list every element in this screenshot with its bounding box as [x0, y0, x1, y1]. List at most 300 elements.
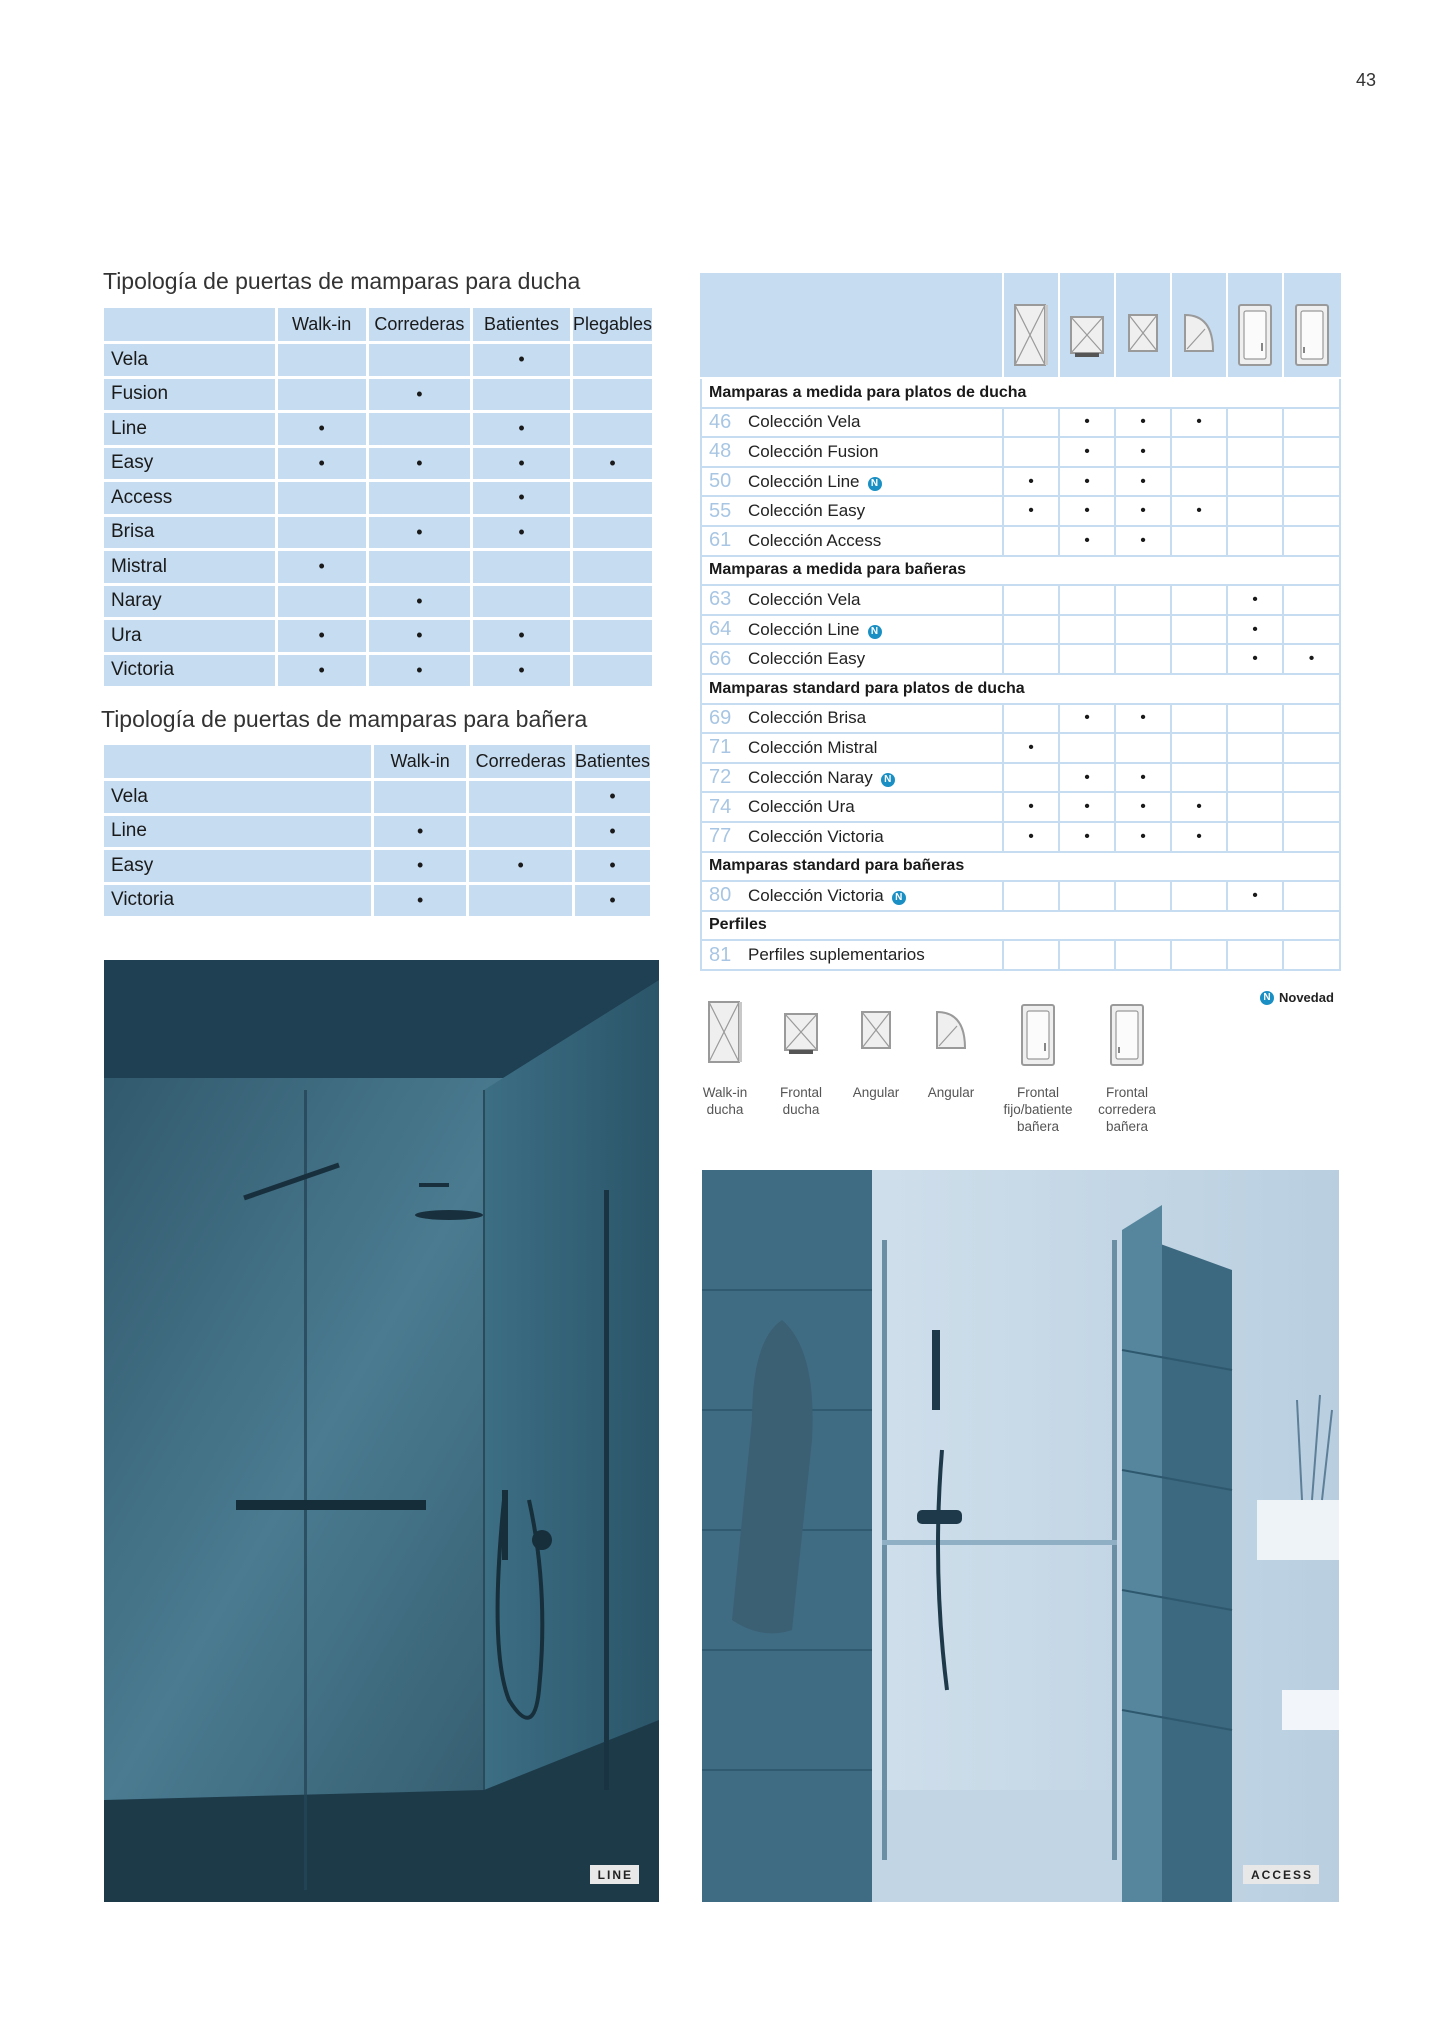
catalog-cell: •	[1059, 467, 1115, 497]
catalog-cell	[1227, 704, 1283, 734]
catalog-cell	[1171, 467, 1227, 497]
catalog-cell	[1171, 940, 1227, 970]
catalog-cell	[1115, 733, 1171, 763]
banera-cell: •	[573, 883, 650, 918]
catalog-section-row	[701, 674, 1340, 704]
catalog-section-row	[701, 911, 1340, 941]
catalog-cell	[1115, 940, 1171, 970]
banera-cell: •	[573, 814, 650, 849]
legend-label-line: Frontal	[779, 1085, 823, 1100]
catalog-collection-name	[748, 644, 1003, 674]
catalog-collection-name	[748, 881, 1003, 911]
catalog-cell	[1227, 496, 1283, 526]
catalog-cell	[1115, 881, 1171, 911]
banera-row-name: Vela	[104, 780, 372, 815]
catalog-cell: •	[1059, 822, 1115, 852]
angular-icon	[836, 1000, 916, 1072]
photo-tag-line: LINE	[590, 1865, 639, 1884]
legend-label	[836, 1084, 916, 1101]
catalog-cell	[1115, 585, 1171, 615]
catalog-cell: •	[1115, 763, 1171, 793]
table-row	[104, 343, 652, 378]
ducha-cell: •	[367, 446, 471, 481]
collection-label: Perfiles suplementarios	[748, 945, 925, 965]
catalog-section-title: Mamparas a medida para bañeras	[701, 556, 1340, 586]
ducha-row-name: Vela	[104, 343, 276, 378]
table-row	[104, 780, 650, 815]
banera-header-1: Walk-in	[372, 745, 468, 780]
ducha-row-name: Mistral	[104, 550, 276, 585]
catalog-page-number: 50	[701, 467, 748, 497]
ducha-cell	[571, 515, 652, 550]
ducha-cell	[367, 412, 471, 447]
catalog-cell	[1003, 615, 1059, 645]
catalog-cell: •	[1115, 437, 1171, 467]
ducha-cell	[276, 481, 367, 516]
new-badge-icon: N	[881, 773, 895, 787]
catalog-collection-name	[748, 496, 1003, 526]
photo-tag-access: ACCESS	[1243, 1865, 1319, 1884]
ducha-cell: •	[472, 412, 572, 447]
new-badge-icon: N	[1260, 991, 1274, 1005]
ducha-row-name: Easy	[104, 446, 276, 481]
ducha-cell	[472, 584, 572, 619]
ducha-cell	[571, 481, 652, 516]
legend-label	[685, 1084, 765, 1118]
catalog-cell: •	[1115, 467, 1171, 497]
ducha-cell: •	[367, 377, 471, 412]
table-row	[104, 515, 652, 550]
collection-label: Colección Vela	[748, 412, 861, 432]
catalog-cell	[1171, 526, 1227, 556]
legend-label-line: fijo/batiente	[1003, 1102, 1073, 1117]
ducha-header-3: Batientes	[472, 308, 572, 343]
catalog-cell	[1283, 585, 1340, 615]
banera-cell: •	[372, 883, 468, 918]
catalog-cell	[1171, 733, 1227, 763]
catalog-collection-name	[748, 763, 1003, 793]
table-row	[701, 437, 1340, 467]
ducha-cell: •	[571, 446, 652, 481]
catalog-section-row	[701, 852, 1340, 882]
ducha-cell: •	[367, 619, 471, 654]
frontal-ducha-icon	[1067, 303, 1107, 372]
catalog-page-number: 71	[701, 733, 748, 763]
catalog-collection-name	[748, 792, 1003, 822]
ducha-cell	[276, 343, 367, 378]
banera-cell	[468, 883, 574, 918]
table-row	[104, 653, 652, 688]
catalog-cell: •	[1115, 822, 1171, 852]
catalog-collection-name	[748, 467, 1003, 497]
catalog-cell	[1059, 644, 1115, 674]
legend-item	[911, 1000, 991, 1101]
catalog-cell: •	[1059, 763, 1115, 793]
catalog-page-number: 72	[701, 763, 748, 793]
collection-label: Colección Victoria	[748, 885, 884, 905]
ducha-row-name: Fusion	[104, 377, 276, 412]
table-row	[104, 584, 652, 619]
frontal-fijo-batiente-banera-icon	[1235, 303, 1275, 372]
catalog-cell	[1115, 615, 1171, 645]
legend-item	[685, 1000, 765, 1118]
banera-header-0	[104, 745, 372, 780]
ducha-cell: •	[472, 446, 572, 481]
catalog-section-title: Mamparas standard para platos de ducha	[701, 674, 1340, 704]
catalog-cell: •	[1059, 408, 1115, 438]
legend-label-line: ducha	[782, 1102, 820, 1117]
catalog-page-number: 61	[701, 526, 748, 556]
catalog-header-icon-cell	[1059, 274, 1115, 378]
legend-item	[998, 1000, 1078, 1135]
ducha-header-2: Correderas	[367, 308, 471, 343]
catalog-cell	[1003, 881, 1059, 911]
ducha-cell	[571, 550, 652, 585]
collection-label: Colección Victoria	[748, 826, 884, 846]
ducha-cell: •	[472, 515, 572, 550]
catalog-page-number: 77	[701, 822, 748, 852]
ducha-row-name: Victoria	[104, 653, 276, 688]
table-row	[701, 733, 1340, 763]
collection-label: Colección Access	[748, 530, 882, 550]
frontal-fijo-batiente-banera-icon	[998, 1000, 1078, 1072]
catalog-cell	[1283, 733, 1340, 763]
catalog-cell: •	[1059, 526, 1115, 556]
legend-item	[761, 1000, 841, 1118]
legend-item	[836, 1000, 916, 1101]
ducha-header-1: Walk-in	[276, 308, 367, 343]
novedad-label: Novedad	[1279, 990, 1334, 1005]
catalog-collection-name	[748, 408, 1003, 438]
catalog-cell	[1283, 615, 1340, 645]
catalog-cell: •	[1003, 822, 1059, 852]
ducha-cell: •	[367, 653, 471, 688]
ducha-cell	[367, 481, 471, 516]
collection-label: Colección Naray	[748, 767, 873, 787]
catalog-cell: •	[1115, 408, 1171, 438]
table-row	[701, 644, 1340, 674]
banera-cell: •	[468, 849, 574, 884]
ducha-row-name: Naray	[104, 584, 276, 619]
catalog-cell	[1171, 881, 1227, 911]
legend-label	[998, 1084, 1078, 1135]
collection-label: Colección Ura	[748, 797, 855, 817]
catalog-cell: •	[1003, 733, 1059, 763]
catalog-section-title: Mamparas standard para bañeras	[701, 852, 1340, 882]
catalog-section-title: Mamparas a medida para platos de ducha	[701, 378, 1340, 408]
collection-label: Colección Brisa	[748, 708, 867, 728]
catalog-cell	[1171, 615, 1227, 645]
catalog-cell	[1283, 940, 1340, 970]
ducha-row-name: Line	[104, 412, 276, 447]
legend-label-line: bañera	[1016, 1119, 1060, 1134]
banera-cell: •	[372, 849, 468, 884]
table-row	[104, 814, 650, 849]
novedad-legend	[1260, 990, 1334, 1005]
catalog-cell	[1115, 644, 1171, 674]
ducha-cell	[472, 550, 572, 585]
ducha-row-name: Ura	[104, 619, 276, 654]
catalog-cell	[1227, 792, 1283, 822]
catalog-section-row	[701, 556, 1340, 586]
legend-label-line: Angular	[927, 1085, 975, 1100]
catalog-page-number: 81	[701, 940, 748, 970]
table-row	[701, 792, 1340, 822]
banera-cell: •	[573, 849, 650, 884]
catalog-cell	[1059, 881, 1115, 911]
catalog-cell	[1003, 437, 1059, 467]
ducha-cell: •	[472, 619, 572, 654]
banera-cell	[468, 780, 574, 815]
banera-header-row	[104, 745, 650, 780]
catalog-cell	[1283, 467, 1340, 497]
ducha-cell	[276, 515, 367, 550]
collection-label: Colección Mistral	[748, 737, 878, 757]
catalog-cell: •	[1059, 496, 1115, 526]
catalog-cell	[1171, 704, 1227, 734]
ducha-cell: •	[276, 619, 367, 654]
catalog-section-row	[701, 378, 1340, 408]
catalog-page-number: 63	[701, 585, 748, 615]
catalog-cell: •	[1059, 437, 1115, 467]
ducha-cell	[571, 412, 652, 447]
catalog-cell	[1283, 881, 1340, 911]
catalog-cell: •	[1115, 704, 1171, 734]
ducha-row-name: Brisa	[104, 515, 276, 550]
table-row	[104, 550, 652, 585]
ducha-cell: •	[276, 550, 367, 585]
ducha-header-4: Plegables	[571, 308, 652, 343]
catalog-table	[700, 273, 1341, 971]
table-row	[701, 467, 1340, 497]
new-badge-icon: N	[868, 477, 882, 491]
banera-type-table	[104, 745, 650, 919]
ducha-cell: •	[276, 446, 367, 481]
catalog-cell: •	[1171, 792, 1227, 822]
ducha-cell	[571, 377, 652, 412]
table-row	[701, 526, 1340, 556]
catalog-cell	[1003, 408, 1059, 438]
catalog-cell: •	[1171, 496, 1227, 526]
collection-label: Colección Line	[748, 619, 860, 639]
walk-in-ducha-icon	[1011, 303, 1051, 372]
collection-label: Colección Vela	[748, 589, 861, 609]
catalog-header-row	[701, 274, 1340, 378]
catalog-cell: •	[1059, 704, 1115, 734]
catalog-cell	[1227, 822, 1283, 852]
catalog-collection-name	[748, 437, 1003, 467]
catalog-cell	[1227, 408, 1283, 438]
catalog-cell	[1171, 763, 1227, 793]
angular-round-icon	[911, 1000, 991, 1072]
catalog-cell	[1059, 585, 1115, 615]
legend-label	[1087, 1084, 1167, 1135]
catalog-cell	[1059, 615, 1115, 645]
ducha-type-table	[104, 308, 652, 689]
ducha-cell	[571, 653, 652, 688]
catalog-cell	[1227, 940, 1283, 970]
catalog-cell: •	[1115, 526, 1171, 556]
catalog-cell	[1003, 763, 1059, 793]
catalog-cell	[1059, 940, 1115, 970]
table-row	[104, 446, 652, 481]
ducha-header-0	[104, 308, 276, 343]
ducha-cell: •	[276, 653, 367, 688]
ducha-cell: •	[276, 412, 367, 447]
catalog-cell	[1059, 733, 1115, 763]
catalog-page-number: 66	[701, 644, 748, 674]
catalog-cell	[1283, 822, 1340, 852]
catalog-cell: •	[1171, 408, 1227, 438]
catalog-cell: •	[1227, 881, 1283, 911]
table-row	[701, 763, 1340, 793]
ducha-cell	[571, 584, 652, 619]
table-row	[701, 585, 1340, 615]
table-row	[104, 377, 652, 412]
table-row	[701, 615, 1340, 645]
ducha-cell: •	[472, 653, 572, 688]
banera-table-title: Tipología de puertas de mamparas para bañera	[101, 706, 588, 732]
legend-label	[911, 1084, 991, 1101]
legend-label-line: Angular	[852, 1085, 900, 1100]
table-row	[701, 940, 1340, 970]
legend-label-line: Walk-in	[702, 1085, 748, 1100]
access-photo	[702, 1170, 1339, 1902]
catalog-cell: •	[1003, 792, 1059, 822]
angular-icon	[1123, 303, 1163, 372]
catalog-collection-name	[748, 704, 1003, 734]
catalog-cell: •	[1227, 585, 1283, 615]
legend-label	[761, 1084, 841, 1118]
catalog-cell: •	[1115, 496, 1171, 526]
table-row	[104, 849, 650, 884]
legend-label-line: Frontal	[1105, 1085, 1149, 1100]
catalog-collection-name	[748, 585, 1003, 615]
catalog-cell	[1003, 704, 1059, 734]
catalog-cell	[1227, 733, 1283, 763]
catalog-cell	[1171, 644, 1227, 674]
catalog-header-icon-cell	[1171, 274, 1227, 378]
catalog-cell	[1283, 496, 1340, 526]
table-row	[701, 704, 1340, 734]
new-badge-icon: N	[868, 625, 882, 639]
catalog-page-number: 48	[701, 437, 748, 467]
banera-header-3: Batientes	[573, 745, 650, 780]
catalog-header-blank	[701, 274, 1003, 378]
catalog-cell	[1227, 467, 1283, 497]
catalog-cell	[1171, 437, 1227, 467]
catalog-cell	[1283, 792, 1340, 822]
legend-label-line: ducha	[706, 1102, 744, 1117]
collection-label: Colección Easy	[748, 649, 866, 669]
catalog-page-number: 69	[701, 704, 748, 734]
catalog-page-number: 55	[701, 496, 748, 526]
legend-item	[1087, 1000, 1167, 1135]
catalog-cell	[1227, 526, 1283, 556]
ducha-cell	[276, 584, 367, 619]
banera-header-2: Correderas	[468, 745, 574, 780]
catalog-cell: •	[1115, 792, 1171, 822]
table-row	[701, 881, 1340, 911]
ducha-table-title: Tipología de puertas de mamparas para ducha	[103, 268, 581, 294]
ducha-cell: •	[367, 584, 471, 619]
catalog-collection-name	[748, 526, 1003, 556]
ducha-header-row	[104, 308, 652, 343]
banera-row-name: Line	[104, 814, 372, 849]
ducha-cell: •	[472, 343, 572, 378]
banera-cell	[468, 814, 574, 849]
catalog-section-title: Perfiles	[701, 911, 1340, 941]
banera-cell: •	[573, 780, 650, 815]
new-badge-icon: N	[892, 891, 906, 905]
ducha-cell: •	[367, 515, 471, 550]
catalog-cell	[1171, 585, 1227, 615]
catalog-cell	[1283, 408, 1340, 438]
collection-label: Colección Easy	[748, 501, 866, 521]
banera-row-name: Easy	[104, 849, 372, 884]
catalog-cell	[1003, 526, 1059, 556]
catalog-collection-name	[748, 940, 1003, 970]
table-row	[104, 412, 652, 447]
table-row	[104, 619, 652, 654]
ducha-cell	[276, 377, 367, 412]
table-row	[701, 822, 1340, 852]
catalog-cell	[1283, 526, 1340, 556]
legend-label-line: corredera	[1098, 1102, 1156, 1117]
table-row	[104, 481, 652, 516]
catalog-cell	[1283, 437, 1340, 467]
walk-in-ducha-icon	[685, 1000, 765, 1072]
catalog-header-icon-cell	[1003, 274, 1059, 378]
catalog-cell: •	[1003, 467, 1059, 497]
frontal-ducha-icon	[761, 1000, 841, 1072]
catalog-collection-name	[748, 733, 1003, 763]
legend-label-line: bañera	[1105, 1119, 1149, 1134]
ducha-row-name: Access	[104, 481, 276, 516]
catalog-cell	[1003, 644, 1059, 674]
catalog-cell: •	[1003, 496, 1059, 526]
catalog-cell	[1003, 940, 1059, 970]
catalog-cell: •	[1227, 615, 1283, 645]
ducha-cell	[571, 343, 652, 378]
catalog-page-number: 80	[701, 881, 748, 911]
ducha-cell	[367, 343, 471, 378]
catalog-cell	[1283, 704, 1340, 734]
catalog-page-number: 64	[701, 615, 748, 645]
catalog-cell: •	[1171, 822, 1227, 852]
ducha-cell: •	[472, 481, 572, 516]
catalog-cell	[1227, 763, 1283, 793]
collection-label: Colección Line	[748, 471, 860, 491]
table-row	[701, 408, 1340, 438]
ducha-cell	[571, 619, 652, 654]
catalog-page-number: 74	[701, 792, 748, 822]
collection-label: Colección Fusion	[748, 441, 879, 461]
table-row	[104, 883, 650, 918]
ducha-cell	[367, 550, 471, 585]
catalog-header-icon-cell	[1227, 274, 1283, 378]
catalog-header-icon-cell	[1115, 274, 1171, 378]
catalog-collection-name	[748, 615, 1003, 645]
banera-cell	[372, 780, 468, 815]
banera-row-name: Victoria	[104, 883, 372, 918]
frontal-corredera-banera-icon	[1087, 1000, 1167, 1072]
frontal-corredera-banera-icon	[1292, 303, 1332, 372]
legend-label-line: Frontal	[1016, 1085, 1060, 1100]
catalog-cell	[1003, 585, 1059, 615]
catalog-collection-name	[748, 822, 1003, 852]
catalog-header-icon-cell	[1283, 274, 1340, 378]
